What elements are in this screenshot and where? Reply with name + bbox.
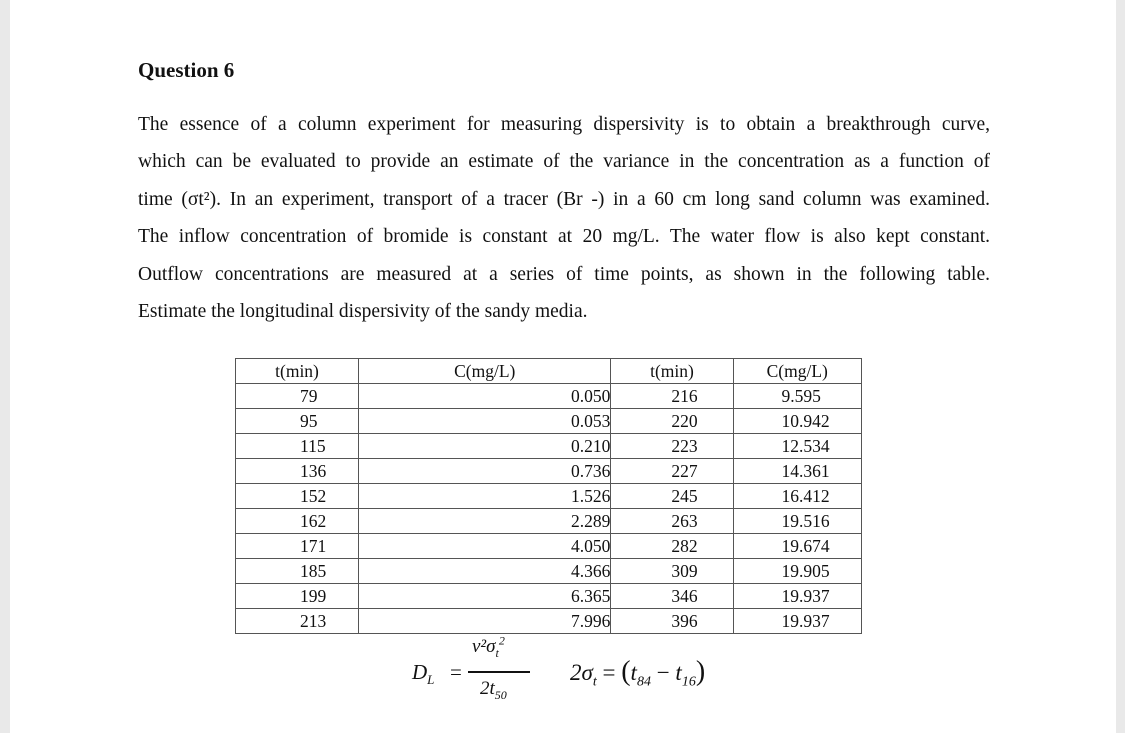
cell-conc-1: 0.210 [359,434,611,459]
cell-time-1: 171 [236,534,359,559]
paragraph-line: which can be evaluated to provide an estimate of the variance in the concentration as a function of [138,151,990,173]
cell-conc-1: 4.050 [359,534,611,559]
cell-time-2: 346 [611,584,733,609]
cell-conc-2: 16.412 [733,484,862,509]
table-row [236,384,862,409]
cell-time-1: 185 [236,559,359,584]
cell-conc-2: 10.942 [733,409,862,434]
cell-conc-1: 0.053 [359,409,611,434]
cell-time-1: 95 [236,409,359,434]
dl-denominator: $2t_{50}$ [480,678,507,702]
document-page [10,0,1116,733]
concentration-table [235,358,862,634]
cell-time-2: 396 [611,609,733,634]
cell-conc-1: 4.366 [359,559,611,584]
header-time-1: t(min) [236,359,359,384]
cell-conc-2: 19.937 [733,584,862,609]
sigma-formula: $2\sigma_t = (t_{84} - t_{16})$ [570,656,706,690]
cell-time-1: 162 [236,509,359,534]
table-row [236,459,862,484]
table-row [236,509,862,534]
table-row [236,609,862,634]
cell-conc-1: 0.050 [359,384,611,409]
cell-conc-2: 14.361 [733,459,862,484]
cell-conc-2: 19.937 [733,609,862,634]
paragraph-line: Estimate the longitudinal dispersivity of the sandy media. [138,301,588,323]
header-conc-2: C(mg/L) [733,359,862,384]
cell-time-2: 227 [611,459,733,484]
paragraph-line: time (σt²). In an experiment, transport of a tracer (Br -) in a 60 cm long sand column was examined. [138,188,990,210]
cell-conc-1: 1.526 [359,484,611,509]
question-paragraph [138,106,990,330]
question-heading: Question 6 [138,58,235,82]
table-row [236,434,862,459]
cell-conc-1: 7.996 [359,609,611,634]
cell-time-2: 282 [611,534,733,559]
table-row [236,559,862,584]
header-time-2: t(min) [611,359,733,384]
cell-time-2: 223 [611,434,733,459]
cell-time-2: 263 [611,509,733,534]
fraction-bar [468,671,530,673]
paragraph-line: Outflow concentrations are measured at a series of time points, as shown in the following table. [138,263,990,285]
cell-conc-1: 0.736 [359,459,611,484]
cell-conc-1: 2.289 [359,509,611,534]
header-conc-1: C(mg/L) [359,359,611,384]
dl-symbol: $D_L$ [412,660,435,688]
cell-time-1: 79 [236,384,359,409]
cell-conc-2: 19.905 [733,559,862,584]
table-row [236,584,862,609]
cell-time-1: 136 [236,459,359,484]
cell-time-1: 199 [236,584,359,609]
table-header-row [236,359,862,384]
paragraph-line: The inflow concentration of bromide is constant at 20 mg/L. The water flow is also kept constant. [138,226,990,248]
cell-conc-2: 12.534 [733,434,862,459]
cell-time-1: 115 [236,434,359,459]
paragraph-line: The essence of a column experiment for measuring dispersivity is to obtain a breakthrough curve, [138,114,990,135]
cell-conc-2: 9.595 [733,384,862,409]
cell-conc-1: 6.365 [359,584,611,609]
cell-conc-2: 19.674 [733,534,862,559]
table-row [236,484,862,509]
table-row [236,534,862,559]
dl-equals: = [450,660,462,684]
cell-time-2: 245 [611,484,733,509]
cell-time-2: 309 [611,559,733,584]
table-body [236,384,862,634]
cell-time-2: 220 [611,409,733,434]
cell-conc-2: 19.516 [733,509,862,534]
cell-time-1: 213 [236,609,359,634]
table-row [236,409,862,434]
cell-time-1: 152 [236,484,359,509]
dl-numerator: $v^2\sigma_t^2$ [472,633,505,660]
cell-time-2: 216 [611,384,733,409]
